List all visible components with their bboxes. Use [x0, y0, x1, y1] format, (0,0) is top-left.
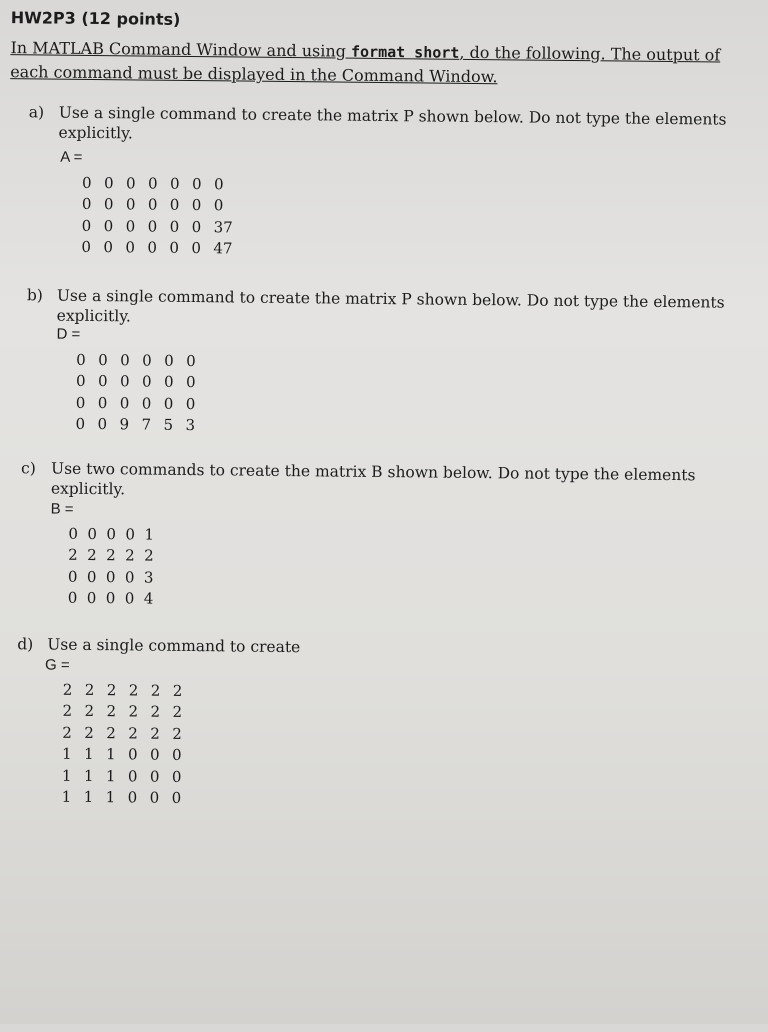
matrix-row: [68, 523, 166, 546]
matrix-name: A =: [60, 148, 83, 166]
matrix-cell: 0: [75, 393, 86, 412]
matrix-cell: 7: [141, 415, 152, 434]
matrix-row: [82, 215, 244, 238]
matrix-cell: 0: [191, 217, 202, 236]
matrix-cell: 3: [185, 416, 196, 435]
question-d: [17, 634, 747, 662]
matrix-cell: 0: [125, 217, 136, 236]
matrix-cell: 2: [128, 702, 139, 721]
matrix-d: [62, 679, 195, 809]
instructions-text-start: In MATLAB Command Window and using: [10, 38, 352, 61]
matrix-row: [62, 786, 194, 809]
format-short-code: format short: [350, 42, 460, 62]
matrix-row: [63, 679, 195, 702]
question-b: [27, 285, 757, 333]
matrix-cell: 0: [87, 524, 98, 543]
matrix-cell: 37: [213, 218, 233, 237]
matrix-cell: 2: [106, 546, 116, 565]
question-text: Use a single command to create: [47, 635, 301, 657]
matrix-cell: 0: [147, 238, 158, 257]
question-text-continued: explicitly.: [56, 306, 131, 326]
matrix-cell: 0: [169, 196, 180, 215]
matrix-cell: 2: [150, 724, 160, 743]
instructions: [10, 36, 762, 92]
matrix-cell: 0: [125, 195, 136, 214]
question-text-continued: explicitly.: [58, 123, 133, 143]
matrix-cell: 0: [163, 394, 174, 413]
matrix-cell: 2: [172, 724, 182, 743]
matrix-cell: 2: [62, 723, 72, 742]
matrix-cell: 2: [87, 546, 97, 565]
matrix-cell: 47: [213, 239, 233, 258]
matrix-cell: 1: [105, 766, 116, 786]
matrix-cell: 0: [186, 351, 196, 370]
matrix-cell: 0: [68, 524, 79, 543]
matrix-row: [82, 193, 244, 216]
matrix-cell: 2: [172, 681, 183, 700]
matrix-cell: 0: [97, 415, 108, 434]
matrix-cell: 2: [106, 702, 117, 721]
matrix-cell: 0: [81, 238, 92, 257]
matrix-cell: 0: [149, 788, 160, 807]
matrix-cell: 2: [106, 723, 116, 743]
matrix-cell: 1: [83, 788, 94, 807]
matrix-name: D =: [56, 325, 81, 343]
question-text-continued: explicitly.: [50, 479, 126, 499]
matrix-name: B =: [50, 500, 74, 518]
matrix-name: G =: [44, 656, 70, 674]
matrix-cell: 0: [67, 588, 78, 608]
matrix-row: [76, 370, 208, 393]
matrix-cell: 0: [119, 372, 130, 391]
matrix-cell: 1: [62, 744, 72, 764]
matrix-cell: 0: [169, 174, 180, 193]
matrix-cell: 0: [86, 567, 97, 586]
matrix-row: [82, 172, 244, 195]
question-a: [29, 102, 759, 150]
matrix-row: [62, 743, 194, 766]
matrix-cell: 0: [213, 196, 224, 215]
matrix-cell: 9: [119, 415, 130, 434]
matrix-cell: 0: [191, 196, 202, 215]
matrix-cell: 0: [169, 217, 180, 236]
matrix-cell: 0: [105, 567, 116, 586]
matrix-cell: 2: [150, 681, 161, 700]
matrix-c: [68, 523, 167, 610]
matrix-cell: 0: [213, 175, 224, 194]
matrix-cell: 0: [128, 745, 138, 764]
matrix-row: [68, 544, 166, 567]
matrix-cell: 5: [163, 415, 174, 435]
matrix-cell: 1: [84, 745, 94, 764]
question-label: d): [17, 635, 34, 654]
matrix-cell: 0: [124, 568, 135, 587]
matrix-row: [76, 349, 208, 372]
matrix-row: [68, 566, 166, 589]
matrix-cell: 0: [103, 195, 114, 214]
matrix-cell: 0: [105, 589, 116, 608]
matrix-cell: 2: [144, 546, 154, 565]
page-title: HW2P3 (12 points): [10, 8, 181, 29]
matrix-cell: 0: [141, 394, 152, 413]
matrix-row: [76, 392, 208, 415]
matrix-cell: 0: [67, 567, 78, 586]
matrix-cell: 2: [62, 680, 73, 699]
matrix-cell: 0: [147, 195, 158, 214]
matrix-cell: 0: [103, 238, 114, 257]
question-label: b): [26, 286, 43, 305]
matrix-cell: 0: [185, 394, 196, 413]
matrix-cell: 2: [68, 545, 78, 565]
question-label: c): [21, 459, 36, 478]
matrix-cell: 0: [97, 372, 108, 391]
matrix-cell: 0: [185, 373, 196, 392]
matrix-cell: 0: [191, 239, 202, 258]
question-c: [21, 458, 751, 506]
matrix-cell: 0: [147, 217, 158, 236]
matrix-cell: 0: [76, 350, 86, 369]
matrix-a: [81, 172, 244, 260]
matrix-cell: 0: [127, 788, 138, 807]
matrix-row: [62, 700, 194, 723]
matrix-cell: 0: [75, 415, 86, 434]
matrix-cell: 1: [106, 745, 116, 764]
matrix-cell: 0: [106, 524, 117, 543]
matrix-row: [81, 236, 243, 259]
matrix-cell: 0: [125, 174, 136, 193]
matrix-cell: 2: [84, 702, 95, 721]
matrix-cell: 0: [81, 216, 92, 235]
matrix-cell: 1: [61, 766, 72, 785]
matrix-cell: 0: [191, 174, 202, 193]
matrix-cell: 3: [143, 568, 154, 587]
matrix-cell: 1: [105, 788, 116, 807]
matrix-cell: 2: [150, 702, 161, 721]
instructions-text-end: , do the following. The output of each command must be displayed in the Command Window.: [10, 42, 721, 87]
matrix-row: [62, 765, 194, 788]
matrix-cell: 1: [83, 766, 94, 785]
matrix-cell: 1: [61, 787, 72, 807]
matrix-cell: 0: [163, 372, 174, 392]
matrix-cell: 0: [169, 239, 180, 258]
matrix-cell: 0: [141, 372, 152, 391]
matrix-cell: 2: [84, 723, 94, 742]
matrix-cell: 0: [171, 767, 182, 786]
matrix-cell: 0: [81, 173, 92, 192]
matrix-cell: 0: [86, 589, 97, 608]
question-text: Use a single command to create the matrix P shown below. Do not type the elements: [58, 103, 727, 129]
matrix-row: [75, 413, 207, 436]
question-label: a): [28, 103, 45, 122]
matrix-cell: 2: [125, 546, 135, 565]
matrix-cell: 0: [75, 372, 86, 391]
matrix-cell: 2: [172, 703, 183, 722]
matrix-cell: 0: [172, 746, 182, 765]
question-text: Use two commands to create the matrix B shown below. Do not type the elements: [51, 459, 696, 485]
matrix-cell: 2: [128, 724, 138, 743]
matrix-cell: 0: [164, 351, 174, 370]
matrix-cell: 0: [125, 525, 136, 544]
matrix-cell: 0: [103, 216, 114, 235]
matrix-cell: 2: [106, 680, 117, 700]
matrix-cell: 0: [150, 745, 160, 764]
matrix-cell: 0: [103, 173, 114, 192]
matrix-row: [62, 722, 194, 745]
matrix-row: [68, 587, 166, 610]
matrix-cell: 0: [142, 351, 152, 370]
question-text: Use a single command to create the matrix P shown below. Do not type the elements: [56, 286, 725, 312]
matrix-cell: 0: [149, 767, 160, 786]
matrix-cell: 1: [144, 525, 155, 544]
matrix-cell: 0: [81, 195, 92, 214]
matrix-cell: 0: [124, 589, 135, 608]
matrix-cell: 2: [84, 680, 95, 699]
matrix-cell: 0: [120, 351, 130, 370]
matrix-cell: 0: [98, 350, 108, 369]
matrix-cell: 0: [125, 238, 136, 257]
matrix-cell: 0: [119, 394, 130, 413]
matrix-cell: 4: [143, 589, 154, 608]
matrix-cell: 0: [97, 393, 108, 412]
matrix-cell: 0: [147, 174, 158, 193]
matrix-cell: 2: [62, 701, 73, 721]
matrix-cell: 2: [128, 681, 139, 700]
matrix-b: [75, 349, 208, 436]
matrix-cell: 0: [127, 767, 138, 786]
matrix-cell: 0: [171, 789, 182, 808]
